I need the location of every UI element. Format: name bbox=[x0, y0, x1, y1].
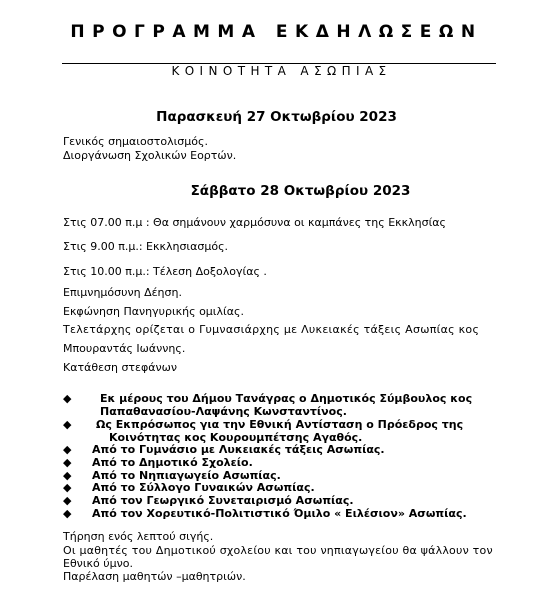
wreath-item-2: Ως Εκπρόσωπος για την Εθνική Αντίσταση ο Πρόεδρος της bbox=[96, 418, 464, 431]
wreath-bullet-icon: ◆ bbox=[63, 443, 72, 456]
wreath-bullet-icon: ◆ bbox=[63, 418, 72, 431]
wreath-item-6: Από το Σύλλογο Γυναικών Ασωπίας. bbox=[92, 481, 315, 494]
closing-line-1: Τήρηση ενός λεπτού σιγής. bbox=[63, 530, 214, 543]
friday-heading: Παρασκευή 27 Οκτωβρίου 2023 bbox=[156, 109, 397, 125]
saturday-line-4: Επιμνημόσυνη Δέηση. bbox=[63, 286, 182, 299]
saturday-line-8: Κατάθεση στεφάνων bbox=[63, 361, 178, 374]
wreath-item-3: Από το Γυμνάσιο με Λυκειακές τάξεις Ασωπίας. bbox=[92, 443, 385, 456]
saturday-line-3: Στις 10.00 π.μ.: Τέλεση Δοξολογίας . bbox=[63, 265, 267, 278]
closing-line-3: Εθνικό ύμνο. bbox=[63, 557, 133, 570]
saturday-line-2: Στις 9.00 π.μ.: Εκκλησιασμός. bbox=[63, 240, 229, 253]
community-subtitle: ΚΟΙΝΟΤΗΤΑ ΑΣΩΠΙΑΣ bbox=[171, 64, 392, 78]
closing-line-4: Παρέλαση μαθητών –μαθητριών. bbox=[63, 570, 246, 583]
wreath-item-2-cont: Κοινότητας κος Κουρουμπέτσης Αγαθός. bbox=[109, 431, 363, 444]
wreath-bullet-icon: ◆ bbox=[63, 481, 72, 494]
wreath-item-7: Από τον Γεωργικό Συνεταιρισμό Ασωπίας. bbox=[92, 494, 354, 507]
document-title: ΠΡΟΓΡΑΜΜΑ ΕΚΔΗΛΩΣΕΩΝ bbox=[70, 22, 483, 42]
wreath-bullet-icon: ◆ bbox=[63, 456, 72, 469]
wreath-item-5: Από το Νηπιαγωγείο Ασωπίας. bbox=[92, 469, 281, 482]
wreath-item-8: Από τον Χορευτικό-Πολιτιστικό Όμιλο « Ειλέσιον» Ασωπίας. bbox=[92, 507, 467, 520]
saturday-line-5: Εκφώνηση Πανηγυρικής ομιλίας. bbox=[63, 305, 244, 318]
friday-line-1: Γενικός σημαιοστολισμός. bbox=[63, 135, 208, 148]
wreath-bullet-icon: ◆ bbox=[63, 494, 72, 507]
wreath-item-1: Εκ μέρους του Δήμου Τανάγρας ο Δημοτικός Σύμβουλος κος bbox=[100, 392, 473, 405]
wreath-bullet-icon: ◆ bbox=[63, 392, 72, 405]
saturday-heading: Σάββατο 28 Οκτωβρίου 2023 bbox=[190, 183, 411, 199]
saturday-line-1: Στις 07.00 π.μ : Θα σημάνουν χαρμόσυνα οι καμπάνες της Εκκλησίας bbox=[63, 216, 447, 229]
saturday-line-7: Μπουραντάς Ιωάννης. bbox=[63, 342, 186, 355]
friday-line-2: Διοργάνωση Σχολικών Εορτών. bbox=[63, 149, 237, 162]
wreath-item-1-cont: Παπαθανασίου-Λαψάνης Κωνσταντίνος. bbox=[100, 405, 347, 418]
closing-line-2: Οι μαθητές του Δημοτικού σχολείου και του νηπιαγωγείου θα ψάλλουν τον bbox=[63, 544, 493, 557]
wreath-item-4: Από το Δημοτικό Σχολείο. bbox=[92, 456, 253, 469]
wreath-bullet-icon: ◆ bbox=[63, 469, 72, 482]
wreath-bullet-icon: ◆ bbox=[63, 507, 72, 520]
saturday-line-6: Τελετάρχης ορίζεται ο Γυμνασιάρχης με Λυκειακές τάξεις Ασωπίας κος bbox=[63, 323, 480, 336]
